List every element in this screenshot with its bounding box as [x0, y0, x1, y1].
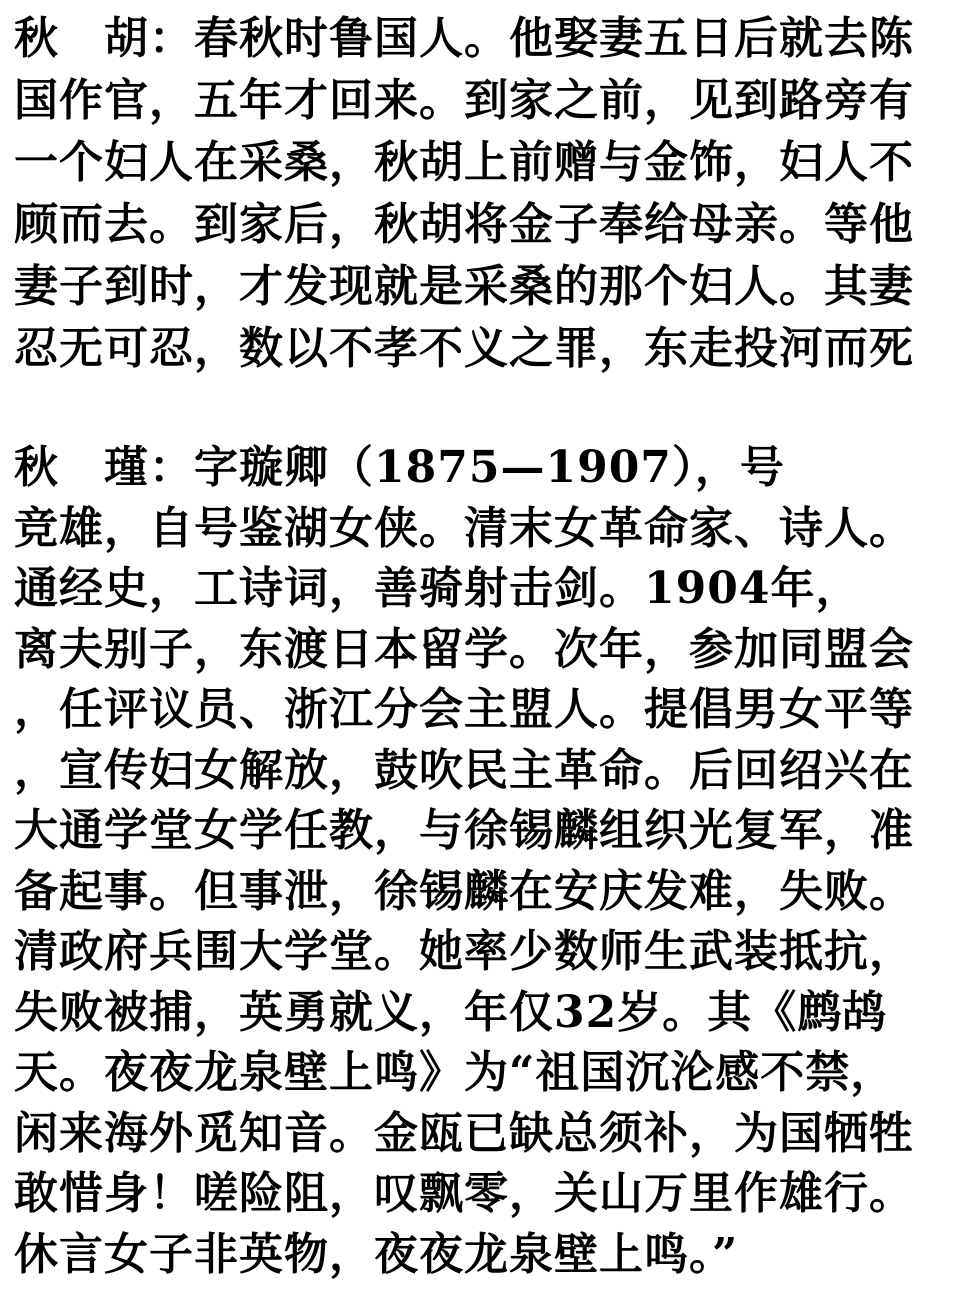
text-line: 清政府兵围大学堂。她率少数师生武装抵抗，	[14, 926, 914, 977]
text-line: 闲来海外觅知音。金瓯已缺总须补，为国牺牲	[14, 1107, 914, 1159]
entry-qiu-hu	[14, 8, 970, 380]
text-line: 备起事。但事泄，徐锡麟在安庆发难，失败。	[14, 865, 914, 917]
text-line: 秋 瑾：字璇卿（1875—1907），号	[14, 442, 785, 493]
text-line: 秋 胡：春秋时鲁国人。他娶妻五日后就去陈	[14, 13, 914, 64]
text-line: 大通学堂女学任教，与徐锡麟组织光复军，准	[14, 805, 914, 856]
text-line: 顾而去。到家后，秋胡将金子奉给母亲。等他	[14, 199, 914, 250]
text-line: ，宣传妇女解放，鼓吹民主革命。后回绍兴在	[14, 744, 914, 796]
text-line: ，任评议员、浙江分会主盟人。提倡男女平等	[14, 684, 914, 735]
text-line: 天。夜夜龙泉壁上鸣》为“祖国沉沦感不禁，	[14, 1047, 896, 1098]
text-line: 离夫别子，东渡日本留学。次年，参加同盟会	[14, 623, 914, 675]
text-line: 竞雄，自号鉴湖女侠。清末女革命家、诗人。	[14, 502, 914, 554]
text-line: 国作官，五年才回来。到家之前，见到路旁有	[14, 75, 914, 126]
text-line: 忍无可忍，数以不孝不义之罪，东走投河而死	[14, 323, 914, 374]
text-line: 休言女子非英物，夜夜龙泉壁上鸣。”	[14, 1228, 739, 1280]
entry-qiu-jin	[14, 438, 970, 1285]
text-line: 通经史，工诗词，善骑射击剑。1904年，	[14, 563, 861, 614]
text-line: 敢惜身！嗟险阻，叹飘零，关山万里作雄行。	[14, 1168, 914, 1219]
text-line: 失败被捕，英勇就义，年仅32岁。其《鹧鸪	[14, 986, 888, 1038]
text-line: 妻子到时，才发现就是采桑的那个妇人。其妻	[14, 261, 914, 312]
text-line: 一个妇人在采桑，秋胡上前赠与金饰，妇人不	[14, 137, 914, 188]
